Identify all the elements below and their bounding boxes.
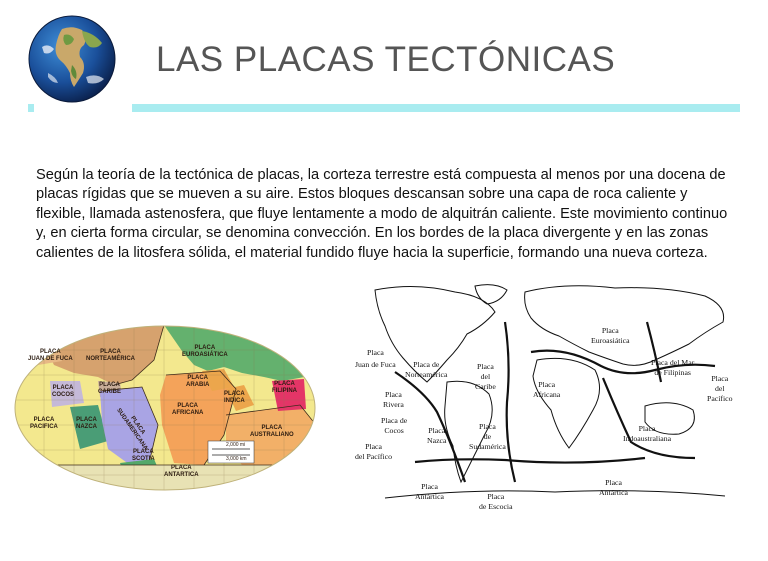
- body-paragraph: Según la teoría de la tectónica de placas, la corteza terrestre está compuesta al menos por una docena de placas rígidas que se mueven a su aire. Estos bloques descansan sobre una capa de roca caliente y flexible, llamada astenosfera, que fluye lentamente a modo de alquitrán caliente. Este movimiento continuo y, en cierta forma circular, se denomina convección. En los bordes de la placa divergente y en las zonas calientes de la litosfera sólida, el material fundido fluye hacia la superficie, formando una nueva corteza.: [36, 167, 728, 261]
- line-label-pacifico-ne: Placa del Pacífico: [707, 374, 733, 403]
- title-rule-accent: [28, 104, 34, 112]
- map-label-filipina: PLACA FILIPINA: [272, 381, 297, 394]
- line-label-pacifico-nw: Placa: [367, 348, 384, 357]
- line-label-antartica-e: Placa Antártica: [599, 478, 629, 497]
- map-label-scotia: PLACA SCOTIA: [132, 449, 155, 462]
- map-label-norteamerica: PLACA NORTEAMÉRICA: [86, 349, 135, 362]
- line-label-mar-filipinas: Placa del Mar de Filipinas: [651, 358, 695, 377]
- line-label-sudamerica: Placa de Sudamérica: [469, 422, 506, 451]
- outline-plates-map: [355, 282, 740, 510]
- line-label-indoaustraliana: Placa Indoaustraliana: [623, 424, 672, 443]
- map-label-juan-de-fuca: PLACA JUAN DE FUCA: [28, 349, 73, 362]
- map-label-arabia: PLACA ARABIA: [186, 375, 210, 388]
- map-scale-miles: 2,000 mi: [226, 442, 246, 448]
- line-label-juan-de-fuca: Juan de Fuca: [355, 360, 396, 369]
- map-label-nazca: PLACA NAZCA: [76, 417, 97, 430]
- map-label-sudamericana: PLACA SUDAMERICANA: [115, 407, 149, 452]
- slide-title: LAS PLACAS TECTÓNICAS: [156, 40, 616, 79]
- line-label-cocos: Placa de Cocos: [381, 416, 408, 435]
- globe-image: [28, 15, 116, 103]
- map-label-cocos: PLACA COCOS: [52, 385, 75, 398]
- line-label-caribe: Placa del Caribe: [475, 362, 496, 391]
- map-scale-km: 3,000 km: [226, 456, 247, 462]
- map-label-pacifica: PLACA PACIFICA: [30, 417, 58, 430]
- map-label-australiano: PLACA AUSTRALIANO: [250, 425, 294, 438]
- line-label-nazca: Placa Nazca: [427, 426, 447, 445]
- colored-plates-map: [14, 325, 316, 492]
- map-label-antartica: PLACA ANTARTICA: [164, 465, 199, 478]
- map-label-euroasiatica: PLACA EUROASIÁTICA: [182, 345, 228, 358]
- title-rule: [132, 104, 740, 112]
- line-label-antartica-w: Placa Antártica: [415, 482, 445, 501]
- map-label-india: PLACA INDICA: [224, 391, 245, 404]
- map-label-caribe: PLACA CARIBE: [98, 382, 122, 395]
- line-label-rivera: Placa Rivera: [383, 390, 404, 409]
- line-label-norteamerica: Placa de Norteamérica: [405, 360, 448, 379]
- map-label-africana: PLACA AFRICANA: [172, 403, 204, 416]
- line-label-pacifico-s: Placa del Pacífico: [355, 442, 393, 461]
- line-label-escocia: Placa de Escocia: [479, 492, 513, 511]
- line-label-africana: Placa Africana: [533, 380, 561, 399]
- line-label-euroasiatica: Placa Euroasiática: [591, 326, 630, 345]
